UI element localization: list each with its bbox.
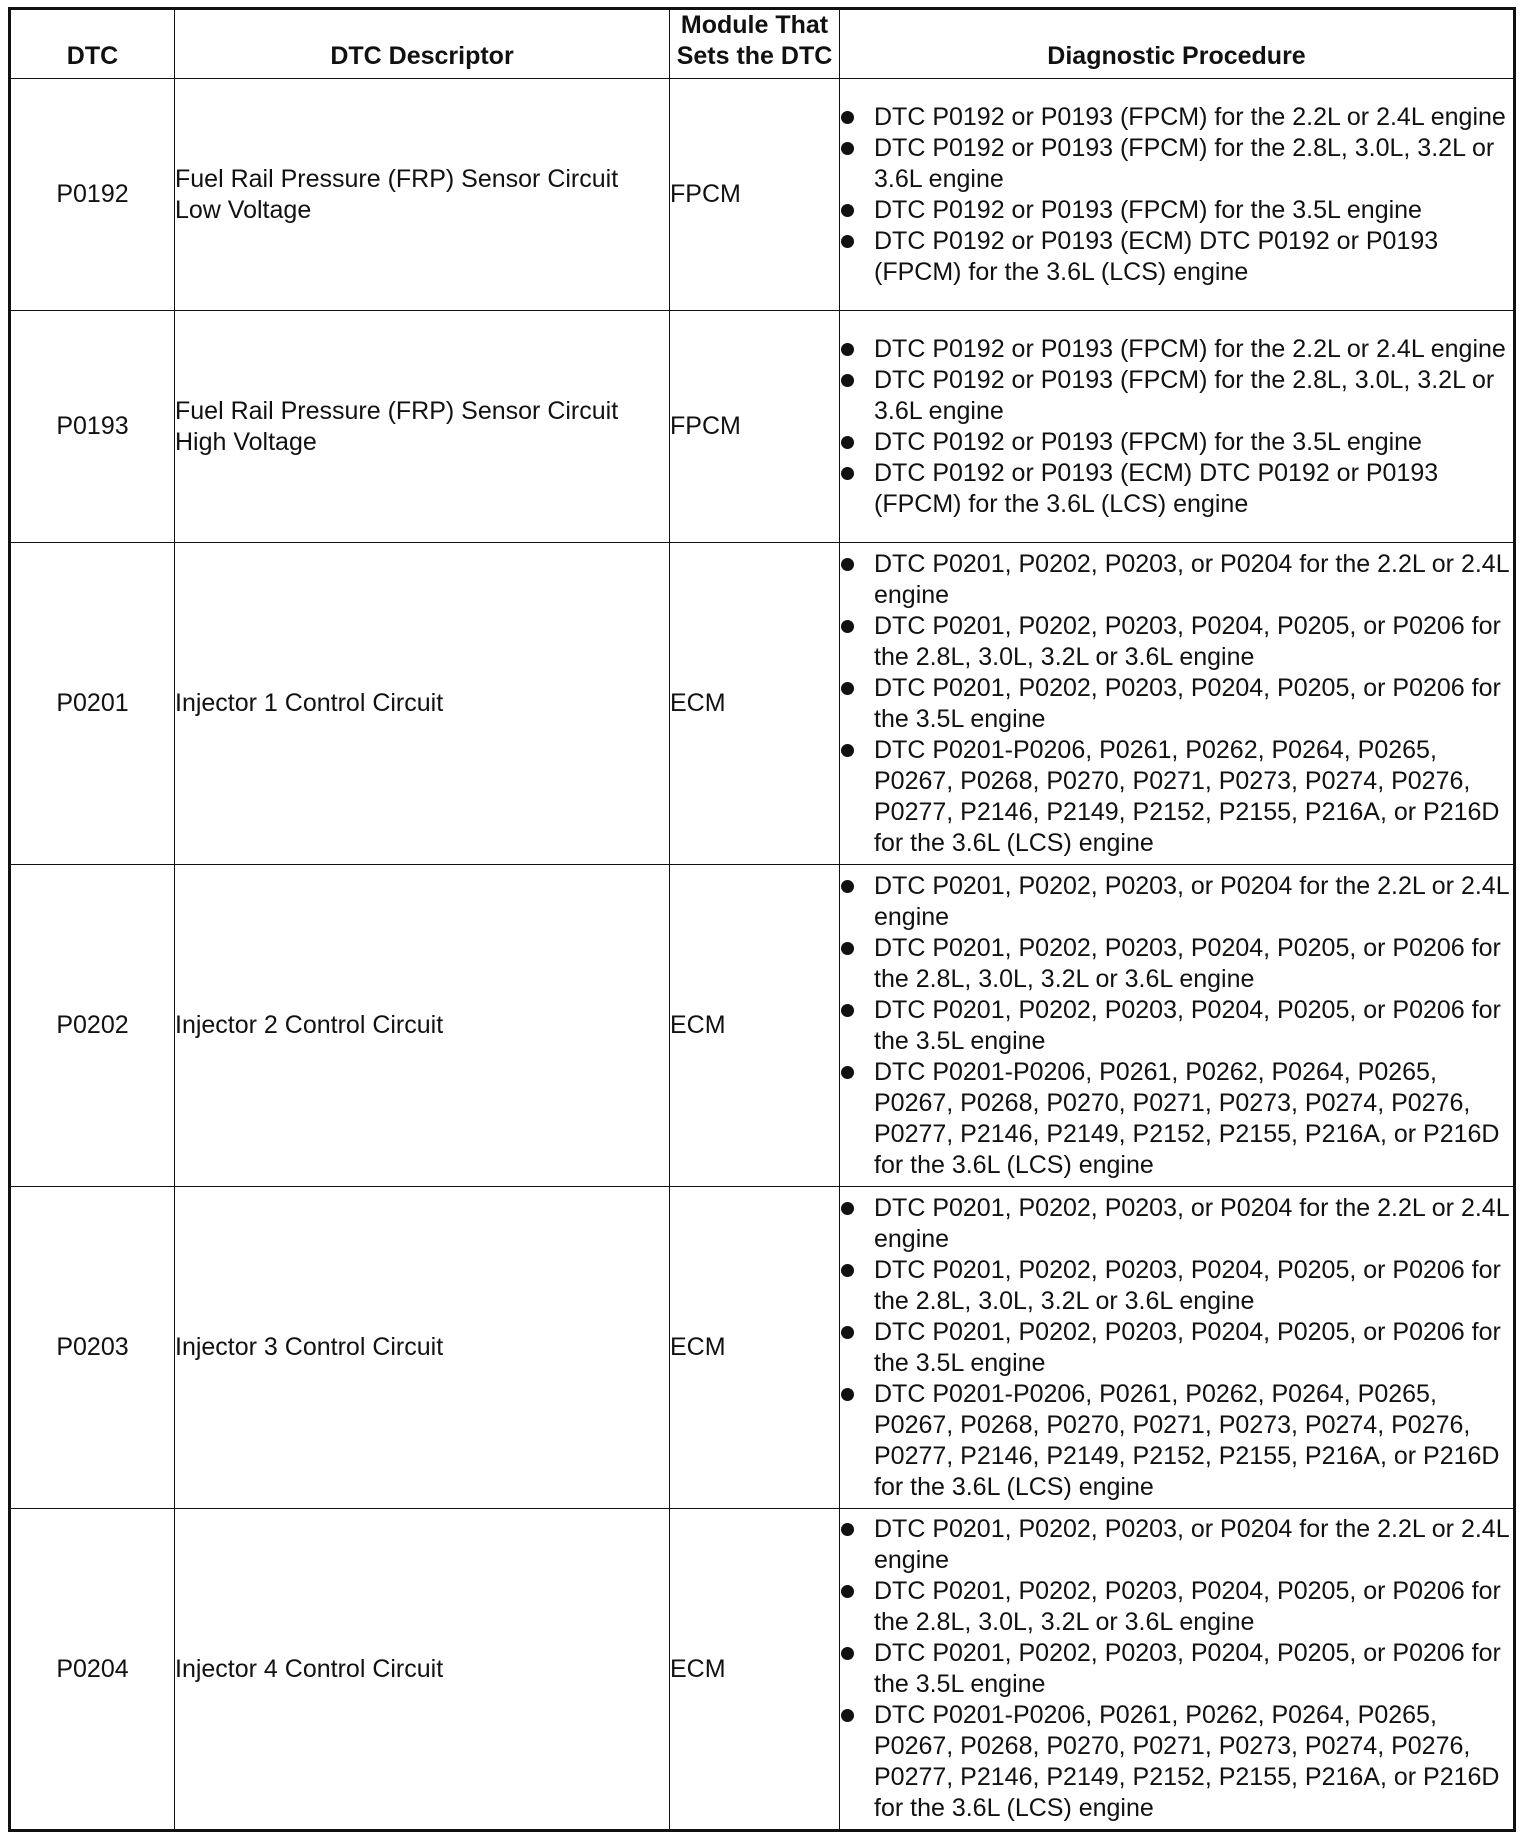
procedure-text: DTC P0192 or P0193 (FPCM) for the 2.8L, 3.0L, 3.2L or 3.6L engine [874,365,1495,425]
procedure-item[interactable] [840,1193,1513,1255]
dtc-code: P0193 [10,311,175,543]
bullet-icon [841,558,854,571]
procedure-item[interactable] [840,673,1513,735]
procedure-list [840,102,1513,288]
table-row [10,311,1515,543]
procedure-text: DTC P0201, P0202, P0203, P0204, P0205, or P0206 for the 3.5L engine [874,673,1501,733]
bullet-icon [841,111,854,124]
dtc-descriptor: Injector 1 Control Circuit [175,543,670,865]
table-row [10,543,1515,865]
bullet-icon [841,942,854,955]
procedure-list [840,334,1513,520]
procedure-text: DTC P0201-P0206, P0261, P0262, P0264, P0265, P0267, P0268, P0270, P0271, P0273, P0274, P0276, P0277, P2146, P2149, P2152, P2155, P216A, or P216D for the 3.6L (LCS) engine [874,1057,1500,1179]
bullet-icon [841,1004,854,1017]
header-dtc: DTC [10,9,175,79]
procedure-item[interactable] [840,226,1513,288]
procedure-text: DTC P0192 or P0193 (FPCM) for the 3.5L engine [874,427,1422,456]
procedure-text: DTC P0201, P0202, P0203, P0204, P0205, or P0206 for the 2.8L, 3.0L, 3.2L or 3.6L engine [874,1255,1501,1315]
table-row [10,1187,1515,1509]
bullet-icon [841,1388,854,1401]
bullet-icon [841,1585,854,1598]
dtc-descriptor: Injector 4 Control Circuit [175,1509,670,1831]
dtc-code: P0203 [10,1187,175,1509]
bullet-icon [841,1326,854,1339]
procedure-item[interactable] [840,549,1513,611]
dtc-table [8,7,1516,1832]
procedure-item[interactable] [840,1255,1513,1317]
bullet-icon [841,682,854,695]
dtc-descriptor: Injector 2 Control Circuit [175,865,670,1187]
header-module-line2: Sets the DTC [676,42,833,70]
procedure-text: DTC P0192 or P0193 (ECM) DTC P0192 or P0193 (FPCM) for the 3.6L (LCS) engine [874,458,1439,518]
procedure-item[interactable] [840,933,1513,995]
bullet-icon [841,343,854,356]
dtc-code: P0202 [10,865,175,1187]
procedure-text: DTC P0201, P0202, P0203, or P0204 for the 2.2L or 2.4L engine [874,1193,1509,1253]
table-row [10,865,1515,1187]
procedure-item[interactable] [840,995,1513,1057]
procedure-text: DTC P0201, P0202, P0203, P0204, P0205, or P0206 for the 3.5L engine [874,1639,1501,1698]
procedure-item[interactable] [840,334,1513,365]
procedure-list [840,1193,1513,1503]
dtc-descriptor: Fuel Rail Pressure (FRP) Sensor Circuit Low Voltage [175,79,670,311]
procedure-text: DTC P0192 or P0193 (ECM) DTC P0192 or P0193 (FPCM) for the 3.6L (LCS) engine [874,226,1439,286]
procedure-text: DTC P0201-P0206, P0261, P0262, P0264, P0265, P0267, P0268, P0270, P0271, P0273, P0274, P0276, P0277, P2146, P2149, P2152, P2155, P216A, or P216D for the 3.6L (LCS) engine [874,735,1500,857]
procedure-item[interactable] [840,1317,1513,1379]
bullet-icon [841,1709,854,1722]
bullet-icon [841,374,854,387]
procedure-text: DTC P0192 or P0193 (FPCM) for the 2.2L or 2.4L engine [874,334,1506,363]
procedure-text: DTC P0201, P0202, P0203, or P0204 for the 2.2L or 2.4L engine [874,871,1509,931]
dtc-code: P0201 [10,543,175,865]
procedure-item[interactable] [840,1576,1513,1638]
header-procedure: Diagnostic Procedure [840,9,1515,79]
procedure-item[interactable] [840,1514,1513,1576]
procedure-item[interactable] [840,871,1513,933]
procedure-list [840,549,1513,859]
bullet-icon [841,235,854,248]
procedure-item[interactable] [840,133,1513,195]
dtc-code: P0204 [10,1509,175,1831]
bullet-icon [841,1066,854,1079]
bullet-icon [841,142,854,155]
table-header-row [10,9,1515,79]
procedure-text: DTC P0201-P0206, P0261, P0262, P0264, P0265, P0267, P0268, P0270, P0271, P0273, P0274, P0276, P0277, P2146, P2149, P2152, P2155, P216A, or P216D for the 3.6L (LCS) engine [874,1701,1500,1822]
procedure-item[interactable] [840,1057,1513,1181]
bullet-icon [841,1647,854,1660]
bullet-icon [841,620,854,633]
dtc-module: FPCM [670,311,840,543]
bullet-icon [841,1202,854,1215]
dtc-module: FPCM [670,79,840,311]
header-module-line1: Module That [680,11,829,39]
bullet-icon [841,1264,854,1277]
dtc-descriptor: Fuel Rail Pressure (FRP) Sensor Circuit High Voltage [175,311,670,543]
procedure-item[interactable] [840,458,1513,520]
procedure-list [840,1514,1513,1824]
bullet-icon [841,204,854,217]
bullet-icon [841,467,854,480]
procedure-item[interactable] [840,427,1513,458]
dtc-module: ECM [670,1187,840,1509]
procedure-item[interactable] [840,102,1513,133]
procedure-item[interactable] [840,611,1513,673]
dtc-descriptor: Injector 3 Control Circuit [175,1187,670,1509]
dtc-module: ECM [670,865,840,1187]
diagnostic-procedure [840,79,1515,311]
dtc-code: P0192 [10,79,175,311]
procedure-item[interactable] [840,1379,1513,1503]
table-row [10,79,1515,311]
procedure-item[interactable] [840,735,1513,859]
header-descriptor: DTC Descriptor [175,9,670,79]
procedure-text: DTC P0192 or P0193 (FPCM) for the 3.5L engine [874,195,1422,224]
procedure-text: DTC P0201-P0206, P0261, P0262, P0264, P0265, P0267, P0268, P0270, P0271, P0273, P0274, P0276, P0277, P2146, P2149, P2152, P2155, P216A, or P216D for the 3.6L (LCS) engine [874,1379,1500,1501]
procedure-item[interactable] [840,365,1513,427]
diagnostic-procedure [840,865,1515,1187]
bullet-icon [841,880,854,893]
procedure-text: DTC P0201, P0202, P0203, P0204, P0205, or P0206 for the 3.5L engine [874,995,1501,1055]
procedure-text: DTC P0192 or P0193 (FPCM) for the 2.8L, 3.0L, 3.2L or 3.6L engine [874,133,1495,193]
dtc-module: ECM [670,543,840,865]
procedure-text: DTC P0201, P0202, P0203, P0204, P0205, or P0206 for the 2.8L, 3.0L, 3.2L or 3.6L engine [874,1577,1501,1636]
procedure-text: DTC P0201, P0202, P0203, P0204, P0205, or P0206 for the 3.5L engine [874,1317,1501,1377]
procedure-item[interactable] [840,1700,1513,1824]
procedure-text: DTC P0201, P0202, P0203, P0204, P0205, or P0206 for the 2.8L, 3.0L, 3.2L or 3.6L engine [874,611,1501,671]
diagnostic-procedure [840,543,1515,865]
procedure-text: DTC P0201, P0202, P0203, or P0204 for the 2.2L or 2.4L engine [874,1515,1509,1574]
bullet-icon [841,436,854,449]
procedure-text: DTC P0201, P0202, P0203, P0204, P0205, or P0206 for the 2.8L, 3.0L, 3.2L or 3.6L engine [874,933,1501,993]
header-module [670,9,840,79]
dtc-module: ECM [670,1509,840,1831]
diagnostic-procedure [840,1509,1515,1831]
diagnostic-procedure [840,311,1515,543]
diagnostic-procedure [840,1187,1515,1509]
procedure-text: DTC P0201, P0202, P0203, or P0204 for the 2.2L or 2.4L engine [874,549,1509,609]
procedure-item[interactable] [840,1638,1513,1700]
bullet-icon [841,744,854,757]
bullet-icon [841,1523,854,1536]
procedure-text: DTC P0192 or P0193 (FPCM) for the 2.2L or 2.4L engine [874,102,1506,131]
procedure-list [840,871,1513,1181]
procedure-item[interactable] [840,195,1513,226]
table-row [10,1509,1515,1831]
